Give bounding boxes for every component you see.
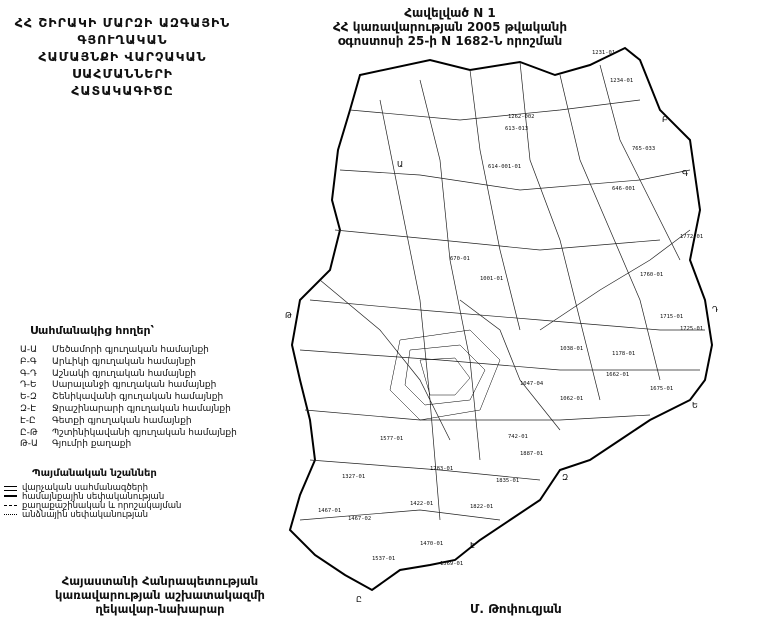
legend-title: Սահմանակից հողեր՝ [30,324,155,337]
parcel-label: 1537-01 [372,556,396,562]
legend-label: Ջրաշինարարի գյուղական համայնքի [52,403,231,414]
title-line: ՀԱՏԱԿԱԳԻԾԸ [71,83,174,98]
parcel-label: 1470-01 [420,541,444,547]
parcel-label: 1662-01 [606,372,630,378]
line-swatch-icon [4,505,17,509]
legend-label: Մեծամորի գյուղական համայնքի [52,345,209,355]
boundary-point-label: Ա [397,160,404,169]
parcel-label: 1835-01 [496,478,520,484]
legend-code: Է-Ը [20,415,36,426]
legend-label: Աշնակի գյուղական համայնքի [52,368,197,379]
parcel-grid [300,62,705,520]
parcel-label: 670-01 [450,256,470,262]
signatory-name: Մ. Թոփուզյան [470,602,562,616]
signatory-line: կառավարության աշխատակազմի [55,588,265,602]
parcel-label: 614-001-01 [488,164,522,170]
legend-item [20,380,237,392]
line-swatch-icon [4,514,17,518]
parcel-labels [318,50,703,567]
signatory-title [55,574,265,616]
parcel-label: 1047-04 [520,381,544,387]
approval-line: օգոստոսի 25-ի N 1682-Ն որոշման [337,34,563,48]
legend-label: Արևիկի գյուղական համայնքի [52,356,196,367]
approval-line: Հավելված N 1 [404,6,496,20]
boundary-point-label: Դ [712,305,719,314]
symbols-title: Պայմանական նշաններ [32,468,157,479]
legend-code: Գ-Դ [20,368,37,379]
signatory-line: ղեկավար-նախարար [95,602,225,616]
parcel-label: 1569-01 [440,561,464,567]
signatory-line: Հայաստանի Հանրապետության [61,574,259,588]
parcel-label: 1467-01 [318,508,342,514]
parcel-label: 765-033 [632,146,656,152]
settlement-area [390,330,500,420]
boundary-point-label: Թ [285,311,292,320]
legend-item [20,345,237,357]
parcel-label: 1725-01 [680,326,704,332]
legend-code: Բ-Գ [20,356,37,367]
approval-line: ՀՀ կառավարության 2005 թվականի [332,20,568,34]
parcel-label: 1887-01 [520,451,544,457]
community-boundary [290,48,712,590]
parcel-label: 1038-01 [560,346,584,352]
legend-code: Ա-Ա [20,345,38,355]
legend-list [20,345,237,451]
parcel-label: 1262-002 [508,114,535,120]
boundary-point-label: Զ [562,473,569,482]
legend-code: Դ-Ե [20,380,37,391]
boundary-point-label: Ը [356,595,362,604]
legend-item [20,439,237,451]
symbol-label: համայնքային սեփականության [22,492,165,502]
legend-item [20,404,237,416]
legend-code: Ե-Զ [20,392,37,403]
parcel-label: 1760-01 [640,272,664,278]
parcel-label: 1783-01 [430,466,454,472]
legend-label: Գյումրի քաղաքի [52,439,132,450]
parcel-label: 1577-01 [380,436,404,442]
symbol-label: քաղաքաշինական և որոշակայման [22,501,182,511]
parcel-label: 1467-02 [348,516,372,522]
parcel-label: 742-01 [508,434,528,440]
legend-label: Պշտինիկավանի գյուղական համայնքի [52,427,237,438]
symbol-label: անձնային սեփականության [22,510,149,520]
parcel-label: 646-001 [612,186,636,192]
line-swatch-icon [4,495,17,500]
parcel-label: 1178-01 [612,351,636,357]
legend-code: Ը-Թ [20,427,38,438]
parcel-label: 1822-01 [470,504,494,510]
parcel-label: 1234-01 [610,78,634,84]
symbol-label: վարչական սահմանագծերի [22,483,148,493]
legend-code: Զ-Է [20,403,36,414]
parcel-label: 1675-01 [650,386,674,392]
title-line: ՀԱՄԱՅՆՔԻ ՎԱՐՉԱԿԱՆ ՍԱՀՄԱՆՆԵՐԻ [38,49,207,81]
parcel-label: 1062-01 [560,396,584,402]
legend-item [20,357,237,369]
parcel-label: 1422-01 [410,501,434,507]
legend-item [20,428,237,440]
symbol-item [4,511,181,520]
legend-label: Գետքի գյուղական համայնքի [52,415,192,426]
legend-label: Շենիկավանի գյուղական համայնքի [52,392,224,403]
legend-item [20,392,237,404]
boundary-point-label: Գ [682,169,689,178]
legend-item [20,416,237,428]
title-line: ՀՀ ՇԻՐԱԿԻ ՄԱՐԶԻ ԱԶԳԱՅԻՆ ԳՅՈՒՂԱԿԱՆ [14,15,231,47]
parcel-label: 1001-01 [480,276,504,282]
parcel-label: 1231-01 [592,50,616,56]
symbols-list [4,484,181,520]
legend-code: Թ-Ա [20,439,38,450]
parcel-label: 1772-01 [680,234,704,240]
legend-label: Սարալանջի գյուղական համայնքի [52,380,217,391]
boundary-point-label: Ե [692,401,698,410]
parcel-label: 1715-01 [660,314,684,320]
parcel-label: 613-013 [505,126,529,132]
boundary-point-label: Բ [662,115,668,124]
parcel-label: 1327-01 [342,474,366,480]
boundary-point-label: Է [470,541,476,550]
line-swatch-icon [4,486,17,491]
legend-item [20,369,237,381]
